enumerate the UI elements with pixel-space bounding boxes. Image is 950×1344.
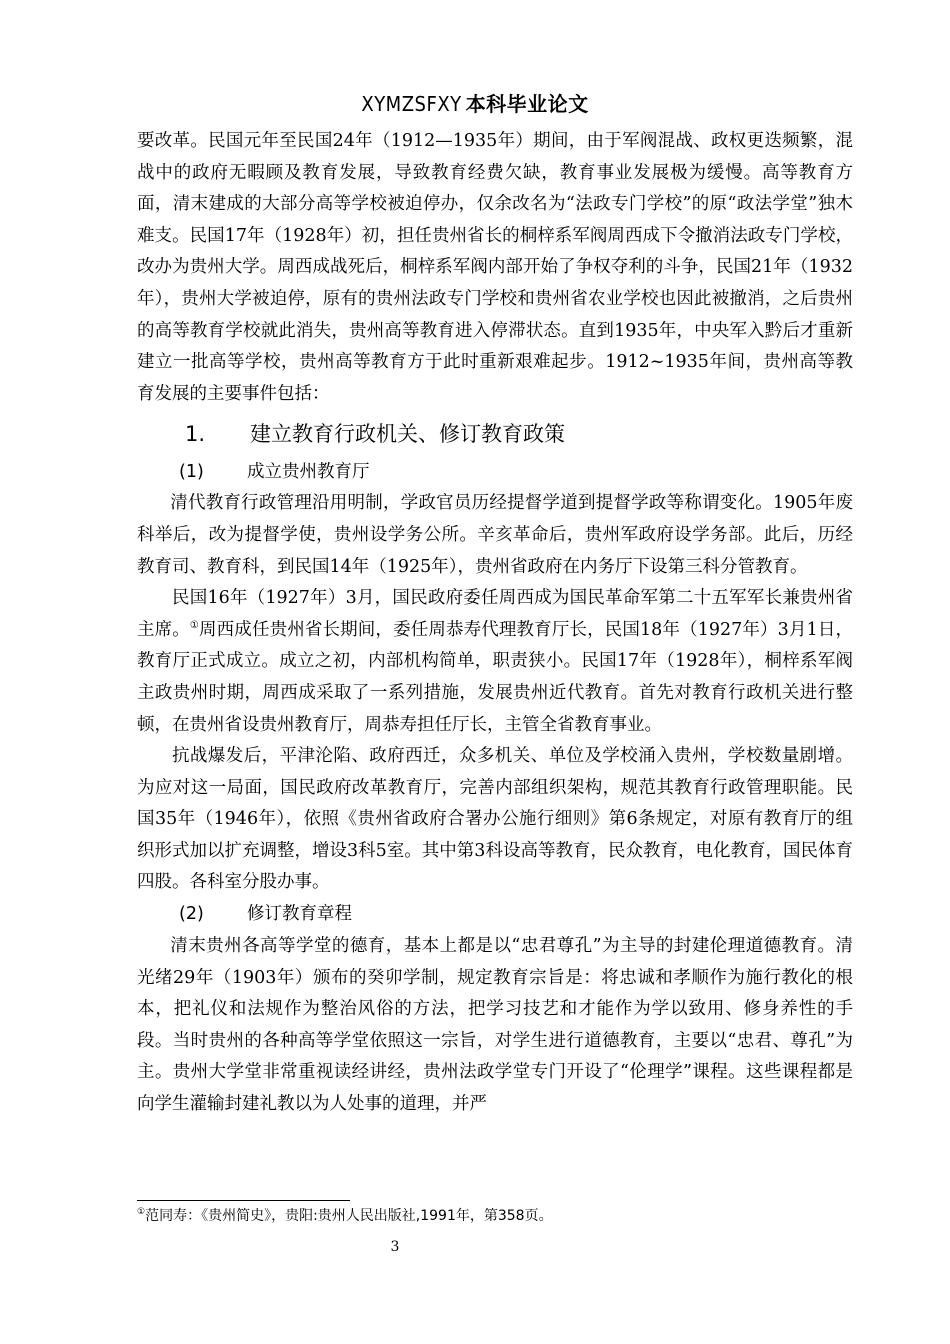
body-text [137,126,853,1121]
paragraph-education-bureau [137,583,853,741]
header-code: XYMZSFXY [361,92,462,116]
paragraph-education-admin: 清代教育行政管理沿用明制，学政官员历经提督学道到提督学政等称谓变化。1905年废科举后，改为提督学使，贵州设学务公所。辛亥革命后，贵州军政府设学务部。此后，历经教育司、教育科，到民国14年（1925年），贵州省政府在内务厅下设第三科分管教育。 [137,493,853,577]
footnote-reference-mark: ① [189,619,200,631]
subsection-heading-1-text: 成立贵州教育厅 [247,461,370,482]
paragraph-wartime: 抗战爆发后，平津沦陷、政府西迁，众多机关、单位及学校涌入贵州，学校数量剧增。为应对这一局面，国民政府改革教育厅，完善内部组织架构，规范其教育行政管理职能。民国35年（1946年），依照《贵州省政府合署办公施行细则》第6条规定，对原有教育厅的组织形式加以扩充调整，增设3科5室。其中第3科设高等教育，民众教育，电化教育，国民体育四股。各科室分股办事。 [137,746,853,893]
subsection-heading-2-text: 修订教育章程 [247,904,352,925]
footnote-mark: ① [137,1207,146,1217]
header-title: 本科毕业论文 [465,92,589,116]
footnote-text: 范同寿：《贵州简史》，贵阳:贵州人民出版社,1991年，第358页。 [145,1208,553,1224]
page-number: 3 [390,1239,400,1255]
paragraph-education-bureau-part1: 民国16年（1927年）3月，国民政府委任周西成为国民革命军第二十五军军长兼贵州省主席。 [137,588,853,640]
paragraph-intro: 要改革。民国元年至民国24年（1912—1935年）期间，由于军阀混战、政权更迭频繁，混战中的政府无暇顾及教育发展，导致教育经费欠缺，教育事业发展极为缓慢。高等教育方面，清末建成的大部分高等学校被迫停办，仅余改名为“法政专门学校”的原“政法学堂”独木难支。民国17年（1928年）初，担任贵州省长的桐梓系军阀周西成下令撤消法政专门学校，改办为贵州大学。周西成战死后，桐梓系军阀内部开始了争权夺利的斗争，民国21年（1932年），贵州大学被迫停，原有的贵州法政专门学校和贵州省农业学校也因此被撤消，之后贵州的高等教育学校就此消失，贵州高等教育进入停滞状态。直到1935年，中央军入黔后才重新建立一批高等学校，贵州高等教育方于此时重新艰难起步。1912~1935年间，贵州高等教育发展的主要事件包括： [137,131,853,404]
section-heading-number: 1. [185,421,206,446]
section-heading [137,412,853,456]
paragraph-moral-education: 清末贵州各高等学堂的德育，基本上都是以“忠君尊孔”为主导的封建伦理道德教育。清光绪29年（1903年）颁布的癸卯学制，规定教育宗旨是：将忠诚和孝顺作为施行教化的根本，把礼仪和法规作为整治风俗的方法，把学习技艺和才能作为学以致用、修身养性的手段。当时贵州的各种高等学堂依照这一宗旨，对学生进行道德教育，主要以“忠君、尊孔”为主。贵州大学堂非常重视读经讲经，贵州法政学堂专门开设了“伦理学”课程。这些课程都是向学生灌输封建礼教以为人处事的道理，并严 [137,936,853,1115]
subsection-heading-2-number: (2) [179,904,204,925]
page-header [0,90,950,118]
section-heading-text: 建立教育行政机关、修订教育政策 [250,421,565,446]
footnote-separator [137,1200,350,1201]
subsection-heading-1-number: (1) [179,461,204,482]
paragraph-education-bureau-part2: 周西成任贵州省长期间，委任周恭寿代理教育厅长，民国18年（1927年）3月1日，教育厅正式成立。成立之初，内部机构简单，职责狭小。民国17年（1928年），桐梓系军阀主政贵州时期，周西成采取了一系列措施，发展贵州近代教育。首先对教育行政机关进行整顿，在贵州省设贵州教育厅，周恭寿担任厅长，主管全省教育事业。 [137,619,853,735]
subsection-heading-2 [137,899,853,931]
subsection-heading-1 [137,456,853,488]
footnote [137,1205,853,1227]
